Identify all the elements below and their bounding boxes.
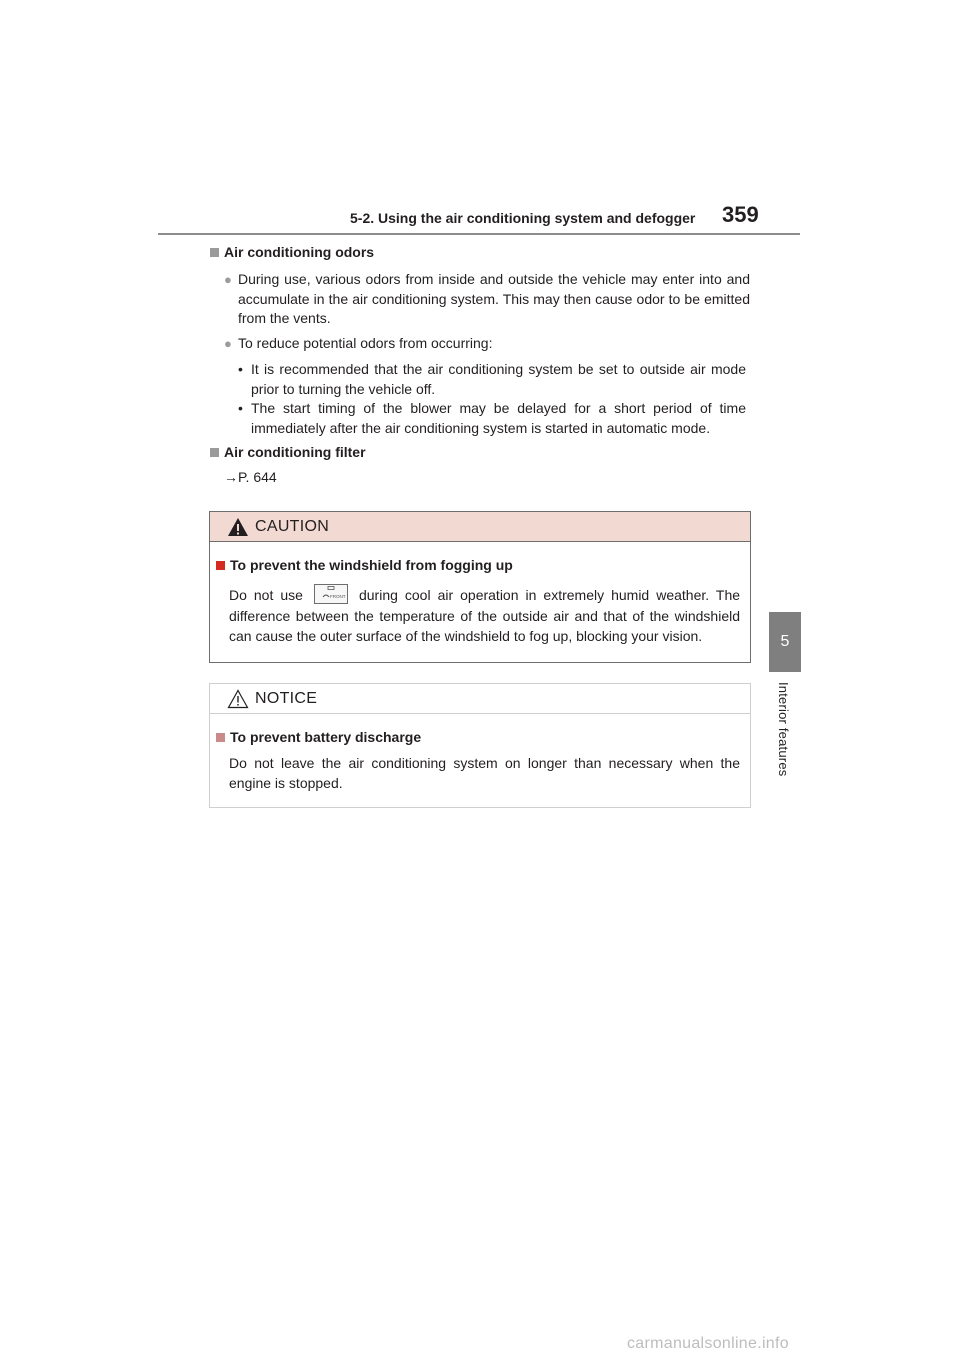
- notice-triangle-icon: [227, 689, 249, 709]
- notice-header: [210, 684, 750, 714]
- svg-text:FRONT: FRONT: [329, 594, 346, 600]
- section-heading: Air conditioning odors: [210, 244, 750, 260]
- page-reference-link[interactable]: →P. 644: [224, 469, 277, 485]
- chapter-tab: 5: [769, 612, 801, 672]
- section-air-conditioning-filter: [210, 444, 750, 460]
- caution-square-icon: [216, 561, 225, 570]
- caution-box: [209, 511, 751, 663]
- notice-title: NOTICE: [255, 689, 318, 707]
- caution-subheading: To prevent the windshield from fogging up: [216, 555, 740, 575]
- sub-list-item: • The start timing of the blower may be delayed for a short period of time immediately after the air conditioning system is started in automatic mode.: [238, 400, 746, 436]
- warning-triangle-icon: [227, 517, 249, 537]
- header-rule: [158, 233, 800, 235]
- notice-text: Do not leave the air conditioning system on longer than necessary when the engine is stopped.: [229, 755, 740, 791]
- caution-header: [210, 512, 750, 542]
- watermark: carmanualsonline.info: [627, 1335, 789, 1352]
- front-defogger-button-icon: [314, 584, 348, 604]
- sub-bullet-mark: •: [238, 400, 243, 416]
- sub-list-item: • It is recommended that the air conditioning system be set to outside air mode prior to turning the vehicle off.: [238, 361, 746, 397]
- chapter-header-title: 5-2. Using the air conditioning system and defogger: [350, 210, 696, 226]
- notice-subheading: To prevent battery discharge: [216, 727, 740, 747]
- caution-title: CAUTION: [255, 517, 330, 535]
- page-number: 359: [722, 202, 759, 227]
- section-air-conditioning-odors: [210, 244, 750, 260]
- caution-text: Do not use FRONT during cool air operation in extremely humid weather. The difference between the temperature of the outside air and that of the windshield can cause the outer surface of the windshield to fog up, blocking your vision.: [229, 585, 740, 646]
- section-heading: Air conditioning filter: [210, 444, 750, 460]
- chapter-tab-label: Interior features: [776, 682, 791, 777]
- notice-square-icon: [216, 733, 225, 742]
- sub-bullet-mark: •: [238, 361, 243, 377]
- heading-square-icon: [210, 248, 219, 257]
- notice-box: [209, 683, 751, 808]
- bullet-circle-icon: ●: [224, 336, 232, 351]
- list-item: ● During use, various odors from inside and outside the vehicle may enter into and accumulate in the air conditioning system. This may then cause odor to be emitted from the vents.: [224, 271, 750, 326]
- bullet-circle-icon: ●: [224, 272, 232, 287]
- heading-square-icon: [210, 448, 219, 457]
- list-item: ● To reduce potential odors from occurring:: [224, 334, 750, 354]
